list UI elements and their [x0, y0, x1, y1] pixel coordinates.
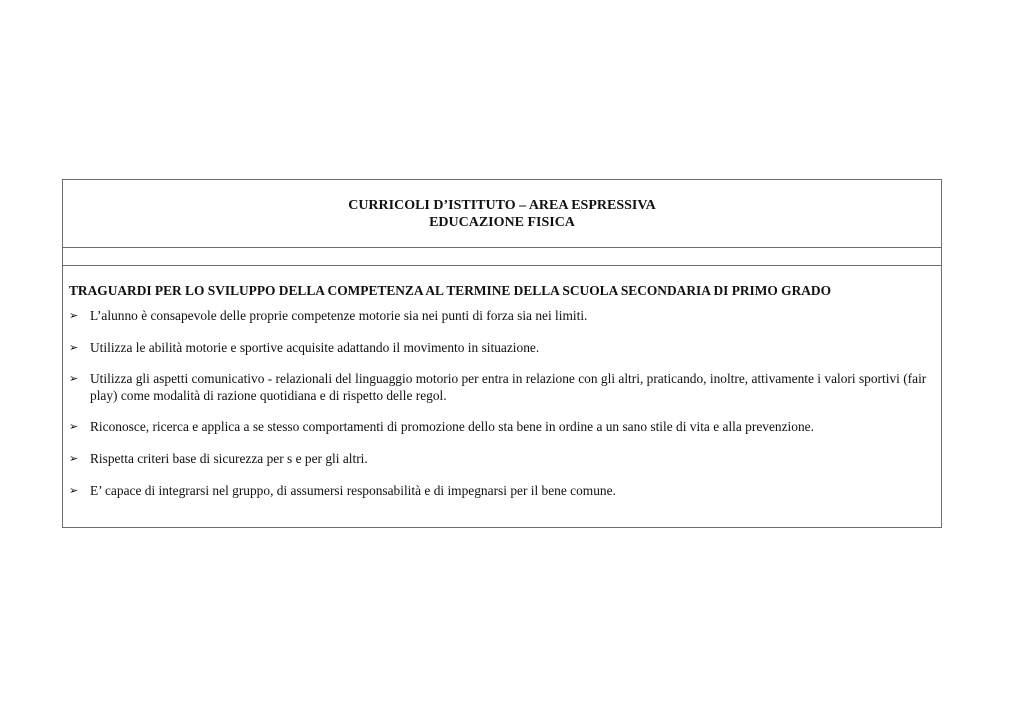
list-item-text: Rispetta criteri base di sicurezza per s e per gli altri.: [90, 451, 368, 466]
arrowhead-bullet-icon: ➢: [69, 420, 79, 433]
list-item-text: Utilizza gli aspetti comunicativo - relazionali del linguaggio motorio per entra in relazione con gli altri, praticando, inoltre, attivamente i valori sportivi (fair play) come modalità di razione quotidiana e di rispetto delle regol.: [90, 371, 927, 403]
list-item-text: Utilizza le abilità motorie e sportive acquisite adattando il movimento in situazione.: [90, 340, 540, 355]
document-subtitle: EDUCAZIONE FISICA: [429, 215, 575, 230]
arrowhead-bullet-icon: ➢: [69, 372, 79, 385]
arrowhead-bullet-icon: ➢: [69, 452, 79, 465]
content-cell: [63, 266, 941, 527]
arrowhead-bullet-icon: ➢: [69, 484, 79, 497]
list-item-text: L’alunno è consapevole delle proprie competenze motorie sia nei punti di forza sia nei limiti.: [90, 308, 588, 323]
list-item-text: E’ capace di integrarsi nel gruppo, di assumersi responsabilità e di impegnarsi per il bene comune.: [90, 483, 616, 498]
curriculum-table: [62, 179, 942, 528]
arrowhead-bullet-icon: ➢: [69, 341, 79, 354]
header-cell: [63, 180, 941, 248]
list-item-text: Riconosce, ricerca e applica a se stesso comportamenti di promozione dello sta bene in ordine a un sano stile di vita e alla prevenzione.: [90, 419, 814, 434]
arrowhead-bullet-icon: ➢: [69, 309, 79, 322]
section-heading: TRAGUARDI PER LO SVILUPPO DELLA COMPETENZA AL TERMINE DELLA SCUOLA SECONDARIA DI PRIMO GRADO: [69, 283, 832, 298]
document-title: CURRICOLI D’ISTITUTO – AREA ESPRESSIVA: [348, 198, 656, 213]
empty-row: [63, 247, 941, 266]
